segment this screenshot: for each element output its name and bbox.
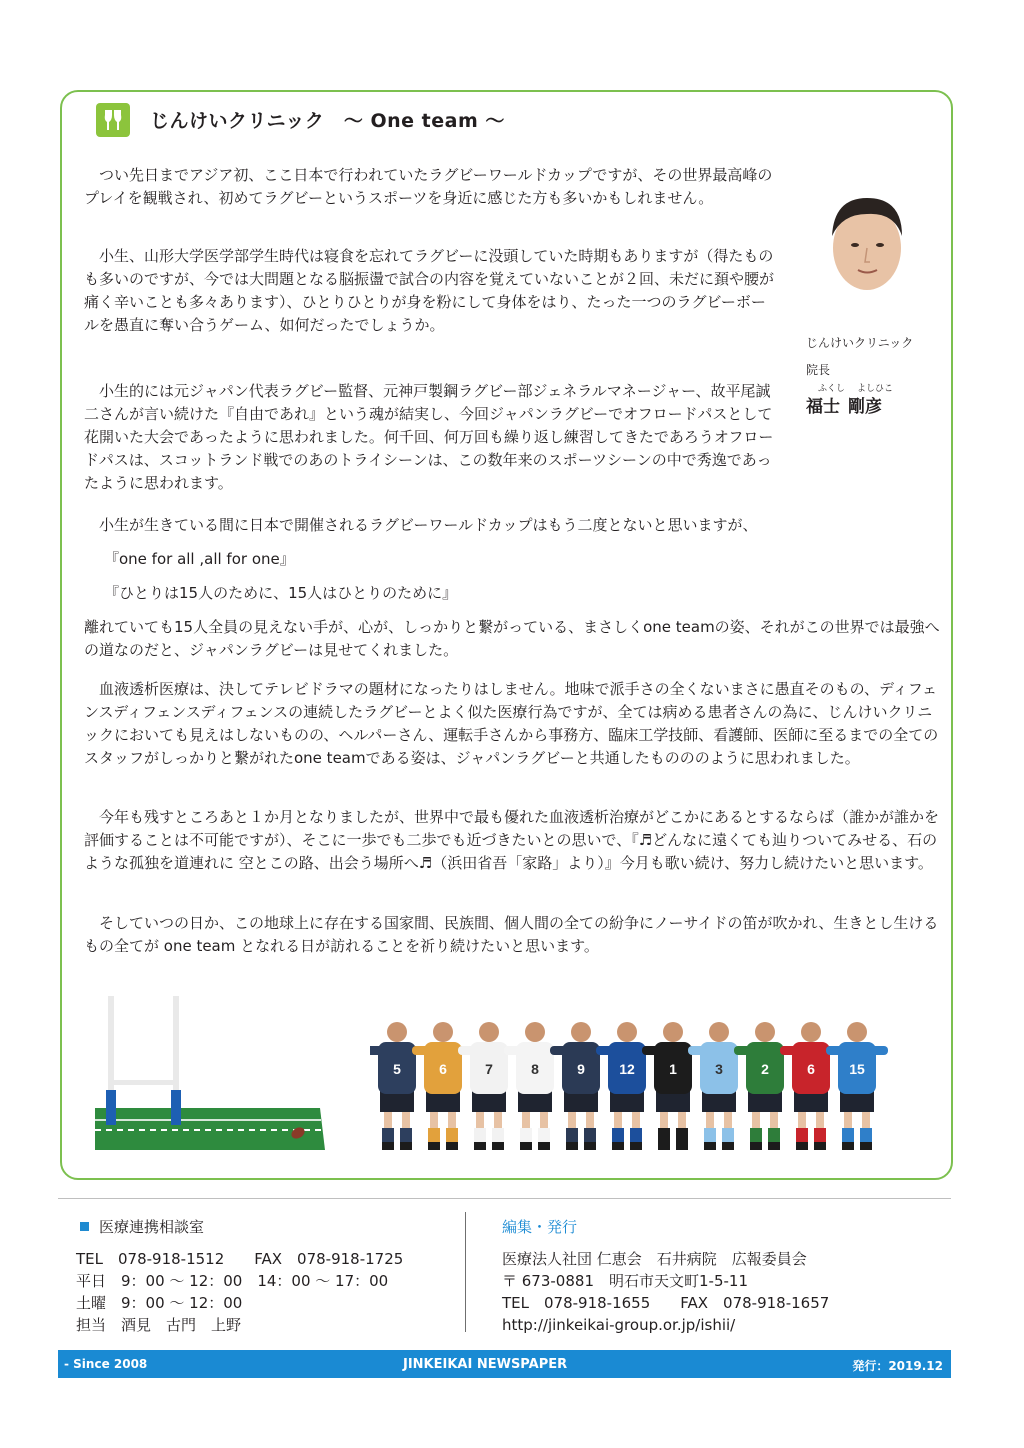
jersey-number: 6: [439, 1061, 447, 1077]
newspaper-name: JINKEIKAI NEWSPAPER: [403, 1357, 568, 1372]
quote-english: 『one for all ,all for one』: [104, 550, 295, 568]
rugby-player: [370, 1022, 428, 1150]
jersey-number: 1: [669, 1061, 677, 1077]
jersey-number: 12: [619, 1061, 635, 1077]
signature-role: 院長: [806, 363, 831, 377]
rugby-player: [412, 1022, 474, 1150]
footer-right-line: 医療法人社団 仁恵会 石井病院 広報委員会: [502, 1250, 807, 1268]
signature-clinic: じんけいクリニック: [806, 336, 914, 350]
signature-given-name: 剛彦: [848, 397, 882, 417]
rugby-player: [734, 1022, 796, 1150]
signature-family-name: 福士: [806, 397, 840, 417]
paragraph-7: 今年も残すところあと１か月となりましたが、世界中で最も優れた血液透析治療がどこかにあるとするならば（誰かが誰かを評価することは不可能ですが）、そこに一歩でも二歩でも近づきたいとの思いで、『♬どんなに遠くても辿りついてみせる、石のような孤独を道連れに 空とこの路、出会う場所へ♬（浜田省吾「家路」より）』今月も歌い続け、努力し続けたいと思います。: [84, 808, 940, 872]
given-name-ruby: よしひこ: [857, 384, 894, 394]
paragraph-3: 小生的には元ジャパン代表ラグビー監督、元神戸製鋼ラグビー部ジェネラルマネージャー、故平尾誠二さんが言い続けた『自由であれ』という魂が結実し、今回ジャパンラグビーでオフロードパスとして花開いた大会であったように思われました。何千回、何万回も繰り返し練習してきたであろうオフロードパスは、スコットランド戦でのあのトライシーンは、この数年来のスポーツシーンの中で秀逸であったように思われます。: [84, 382, 774, 492]
rugby-player: [550, 1022, 612, 1150]
rugby-player: [688, 1022, 750, 1150]
footer-right-line: 〒 673-0881 明石市天文町1-5-11: [502, 1272, 748, 1290]
rugby-player: [458, 1022, 520, 1150]
jersey-number: 6: [807, 1061, 815, 1077]
paragraph-2: 小生、山形大学医学部学生時代は寝食を忘れてラグビーに没頭していた時期もありますが（得たものも多いのですが、今では大問題となる脳振盪で試合の内容を覚えていないことが２回、未だに頚や腰が痛く辛いことも多々あります）、ひとりひとりが身を粉にして身体をはり、たった一つのラグビーボールを愚直に奪い合うゲーム、如何だったでしょうか。: [84, 247, 775, 334]
jersey-number: 3: [715, 1061, 723, 1077]
clinic-logo-icon: [96, 103, 130, 137]
footer-left-line: 担当 酒見 古門 上野: [76, 1316, 242, 1334]
jersey-number: 7: [485, 1061, 493, 1077]
page-title: じんけいクリニック ～ One team ～: [150, 110, 505, 132]
rugby-player: [596, 1022, 658, 1150]
paragraph-6: 血液透析医療は、決してテレビドラマの題材になったりはしません。地味で派手さの全くないまさに愚直そのもの、ディフェンスディフェンスディフェンスの連続したラグビーとよく似た医療行為ですが、全ては病める患者さんの為に、じんけいクリニックにおいても見えはしないものの、ヘルパーさん、運転手さんから事務方、臨床工学技師、看護師、医師に至るまでの全てのスタッフがしっかりと繋がれたone teamである姿は、ジャパンラグビーと共通したものののように思われました。: [84, 680, 939, 767]
footer-rule: [58, 1198, 951, 1199]
footer-left-heading: 医療連携相談室: [80, 1216, 204, 1237]
footer-divider: [465, 1212, 466, 1332]
footer-website-link[interactable]: http://jinkeikai-group.or.jp/ishii/: [502, 1316, 736, 1334]
footer-left-line: 土曜 9：00 ～ 12：00: [76, 1294, 243, 1312]
square-bullet-icon: [80, 1222, 89, 1231]
footer-right-line: TEL 078-918-1655 FAX 078-918-1657: [502, 1294, 830, 1312]
jersey-number: 15: [849, 1061, 865, 1077]
footer-right-heading: 編集・発行: [502, 1218, 578, 1236]
paragraph-8: そしていつの日か、この地球上に存在する国家間、民族間、個人間の全ての紛争にノーサイドの笛が吹かれ、生きとし生けるもの全てが one team となれる日が訪れることを祈り続けたいと思います。: [84, 914, 939, 955]
jersey-number: 9: [577, 1061, 585, 1077]
rugby-field-illustration: [95, 990, 335, 1160]
jersey-number: 2: [761, 1061, 769, 1077]
rugby-player: [780, 1022, 842, 1150]
rugby-player: [826, 1022, 888, 1150]
footer-left-line: TEL 078-918-1512 FAX 078-918-1725: [76, 1250, 404, 1268]
director-portrait: [822, 190, 912, 300]
since-label: - Since 2008: [64, 1357, 148, 1371]
footer-left-line: 平日 9：00 ～ 12：00 14：00 ～ 17：00: [76, 1272, 389, 1290]
rugby-player: [504, 1022, 566, 1150]
footer-bar: [58, 1350, 951, 1378]
quote-japanese: 『ひとりは15人のために、15人はひとりのために』: [104, 584, 458, 602]
paragraph-1: つい先日までアジア初、ここ日本で行われていたラグビーワールドカップですが、その世界最高峰のプレイを観戦され、初めてラグビーというスポーツを身近に感じた方も多いかもしれません。: [84, 166, 773, 207]
jersey-number: 5: [393, 1061, 401, 1077]
paragraph-5: 離れていても15人全員の見えない手が、心が、しっかりと繋がっている、まさしくone teamの姿、それがこの世界では最強への道なのだと、ジャパンラグビーは見せてくれました。: [84, 618, 940, 659]
rugby-players-illustration: [370, 1020, 890, 1160]
jersey-number: 8: [531, 1061, 539, 1077]
rugby-player: [642, 1022, 704, 1150]
family-name-ruby: ふくし: [818, 384, 846, 394]
paragraph-4: 小生が生きている間に日本で開催されるラグビーワールドカップはもう二度とないと思いますが、: [99, 516, 758, 534]
issue-date: 発行：2019.12: [852, 1359, 943, 1373]
